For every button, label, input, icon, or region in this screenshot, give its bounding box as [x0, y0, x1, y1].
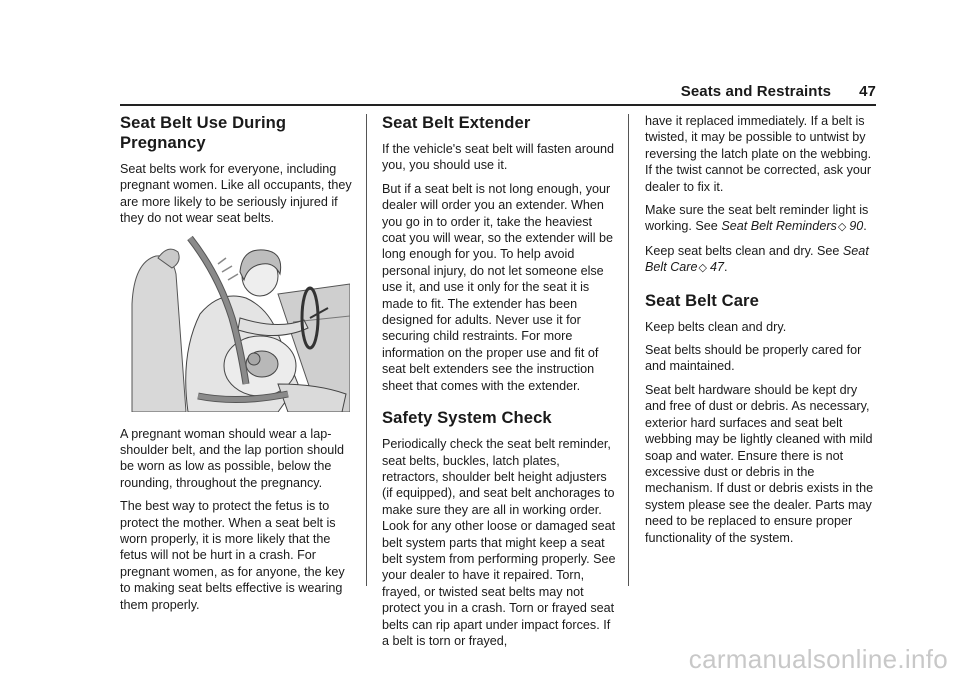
xref-arrow-icon: ◇ — [698, 262, 707, 275]
pregnancy-para-2: The best way to protect the fetus is to protect the mother. When a seat belt is worn properly, it is more likely that the fetus will not be hurt in a crash. For pregnant women, as for anyone, the key to making seat belts effective is wearing them properly. — [120, 499, 345, 612]
page-number: 47 — [859, 83, 876, 100]
watermark: carmanualsonline.info — [688, 643, 948, 674]
header-rule — [120, 104, 876, 106]
heading-safety-check: Safety System Check — [382, 408, 552, 428]
xref-seat-belt-reminders[interactable]: Seat Belt Reminders — [721, 219, 837, 234]
reminder-para: Make sure the seat belt reminder light is working. See Seat Belt Reminders◇ 90. — [645, 203, 869, 234]
safety-continued: have it replaced immediately. If a belt is twisted, it may be possible to untwist by reversing the latch plate on the webbing. If the twist cannot be corrected, ask your dealer to fix it. — [645, 114, 872, 194]
xref-page-47[interactable]: 47 — [709, 260, 724, 275]
heading-seat-belt-care: Seat Belt Care — [645, 290, 759, 310]
column-2 — [382, 113, 617, 656]
pregnant-woman-seatbelt-illustration — [128, 234, 350, 412]
xref-page-90[interactable]: 90 — [849, 219, 864, 234]
keep-clean-text: Keep seat belts clean and dry. See — [645, 243, 840, 258]
column-divider-2 — [628, 114, 629, 586]
care-para-2: Seat belts should be properly cared for and maintained. — [645, 343, 862, 374]
pregnancy-intro: Seat belts work for everyone, including pregnant women. Like all occupants, they are more likely to be seriously injured if they do not wear seat belts. — [120, 162, 352, 226]
heading-pregnancy: Seat Belt Use During Pregnancy — [120, 113, 287, 152]
figure-caption: A pregnant woman should wear a lap-shoulder belt, and the lap portion should be worn as low as possible, below the rounding, throughout the pregnancy. — [120, 426, 345, 490]
column-3 — [645, 113, 876, 553]
xref-arrow-icon: ◇ — [837, 221, 847, 234]
page-header — [120, 83, 876, 100]
safety-para-1: Periodically check the seat belt reminder, seat belts, buckles, latch plates, retractors, shoulder belt height adjusters (if equipped), and seat belt anchorages to make sure they are all in working order. Look for any other loose or damaged seat belt system parts that might keep a seat belt system from performing properly. See your dealer to have it repaired. Torn, frayed, or twisted seat belts may not protect you in a crash. Torn or frayed seat belts can rip apart under impact forces. If a belt is torn or frayed, — [382, 437, 616, 648]
keep-clean-para: Keep seat belts clean and dry. See Seat Belt Care◇ 47. — [645, 243, 869, 275]
heading-extender: Seat Belt Extender — [382, 113, 531, 132]
extender-para-1: If the vehicle's seat belt will fasten around you, you should use it. — [382, 142, 615, 173]
extender-para-2: But if a seat belt is not long enough, your dealer will order you an extender. When you go in to order it, take the heaviest coat you will wear, so the extender will be long enough for you. To help avoid personal injury, do not let someone else use it, and use it only for the seat it is made to fit. The extender has been designed for adults. Never use it for securing child restraints. For more information on the proper use and fit of seat belt extenders see the instruction sheet that comes with the extender. — [382, 181, 614, 393]
care-para-1: Keep belts clean and dry. — [645, 319, 787, 334]
column-divider-1 — [366, 114, 367, 586]
xref-seat-belt-care[interactable]: Seat Belt Care — [645, 243, 869, 275]
section-title: Seats and Restraints — [680, 83, 832, 100]
column-1 — [120, 113, 352, 620]
reminder-text: Make sure the seat belt reminder light is working. See — [645, 203, 869, 234]
care-para-3: Seat belt hardware should be kept dry and free of dust or debris. As necessary, exterior hard surfaces and seat belt webbing may be lightly cleaned with mild soap and water. Ensure there is not excessive dust or debris in the mechanism. If dust or debris exists in the system please see the dealer. Parts may need to be replaced to ensure proper functionality of the system. — [645, 382, 874, 545]
